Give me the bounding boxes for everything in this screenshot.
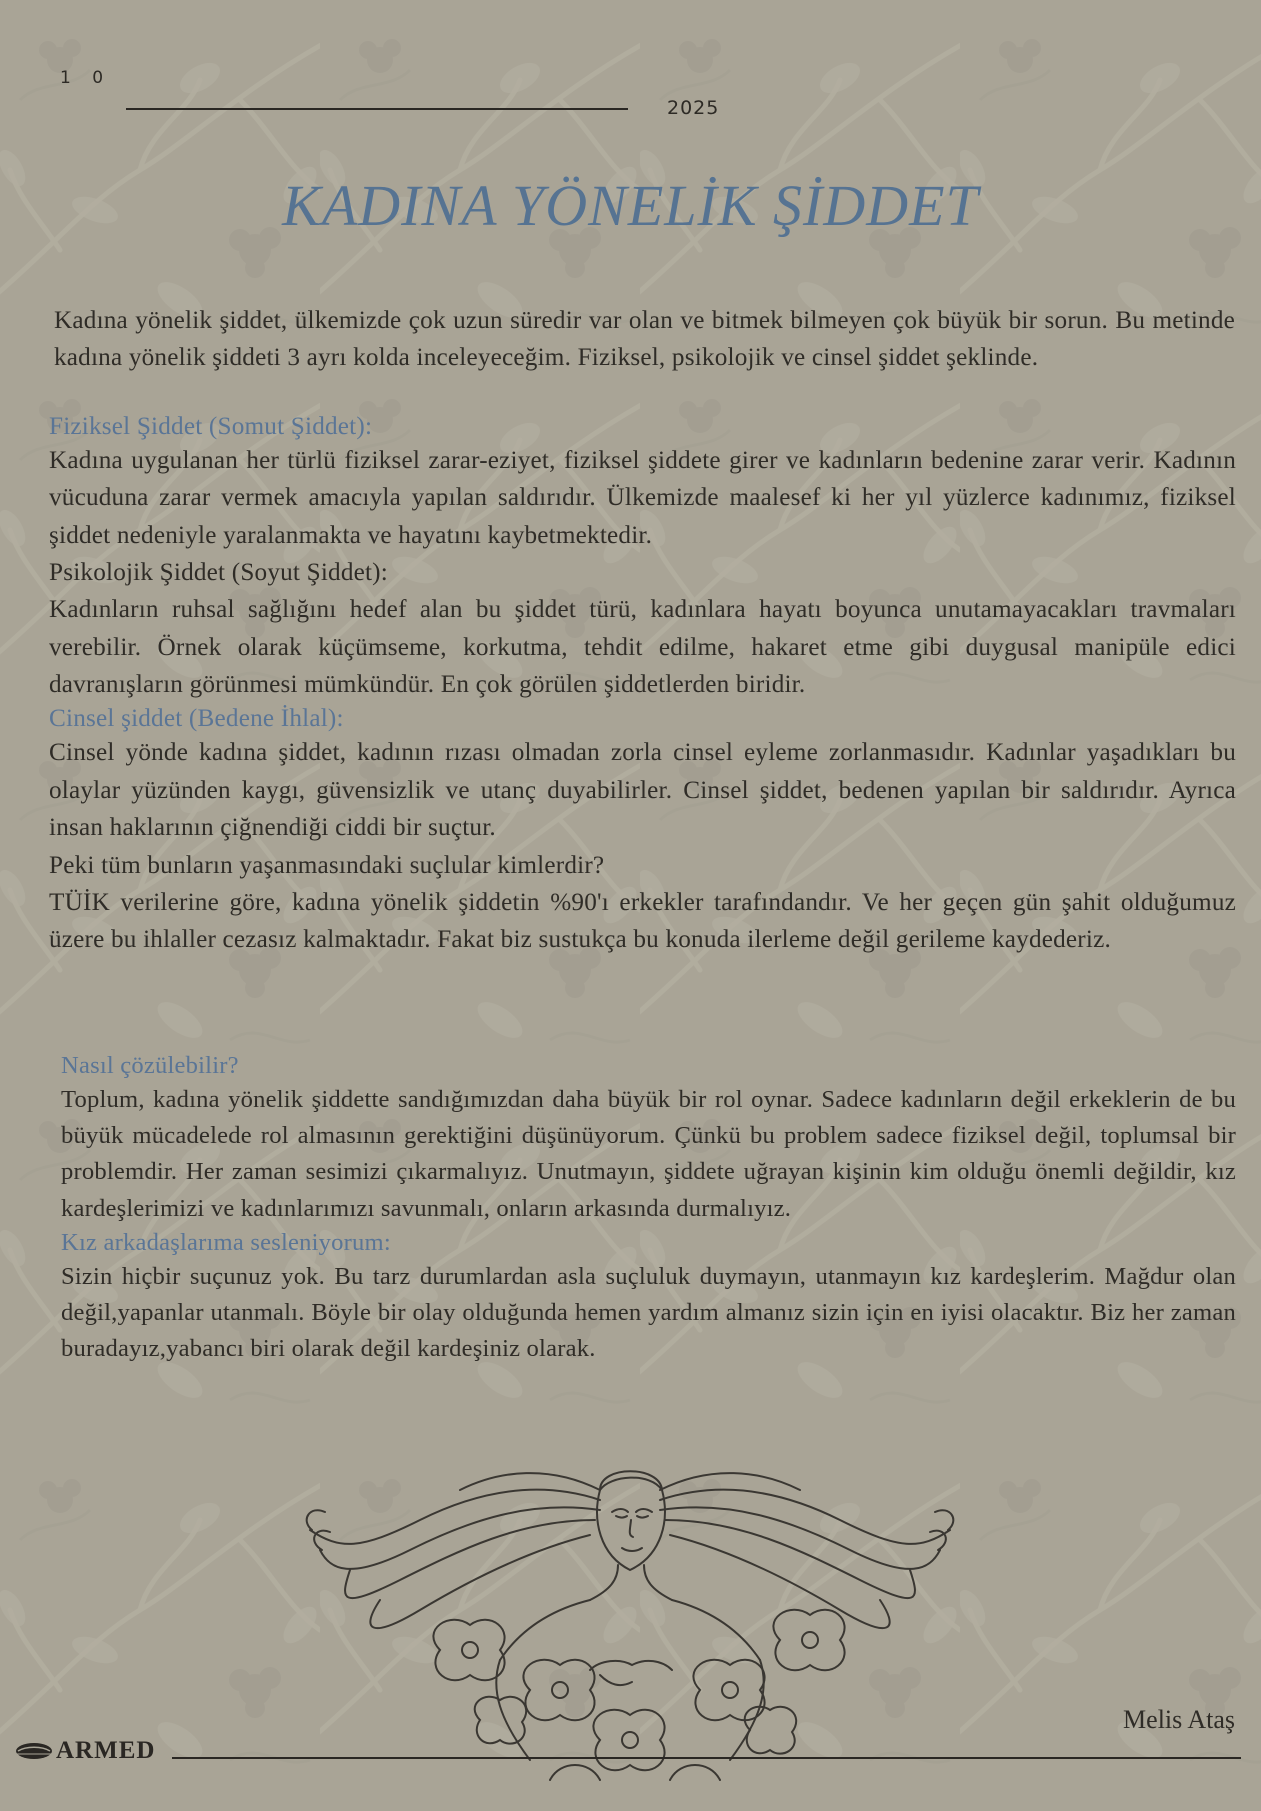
address-paragraph: Sizin hiçbir suçunuz yok. Bu tarz durumlardan asla suçluluk duymayın, utanmayın kız kardeşlerim. Mağdur olan değil,yapanlar utanmalı. Böyle bir olay olduğunda hemen yardım almanız sizin için en iyisi olacaktır. Biz her zaman buradayız,yabancı biri olarak değil kardeşiniz olarak. <box>61 1262 1236 1363</box>
logo-text: ARMED <box>56 1737 156 1764</box>
armed-logo-icon <box>14 1740 54 1762</box>
solution-heading: Nasıl çözülebilir? <box>61 1052 239 1079</box>
top-divider-line <box>126 108 628 110</box>
sexual-violence-heading: Cinsel şiddet (Bedene İhlal): <box>49 705 344 733</box>
article-title: KADINA YÖNELİK ŞİDDET <box>282 173 979 238</box>
psychological-violence-paragraph: Kadınların ruhsal sağlığını hedef alan bu şiddet türü, kadınlara hayatı boyunca unutamayacakları travmaları verebilir. Örnek olarak küçümseme, korkutma, tehdit edilme, hakaret etme gibi duygusal manipüle edici davranışların görünmesi mümkündür. En çok görülen şiddetlerden biridir. <box>49 596 1236 699</box>
physical-violence-paragraph: Kadına uygulanan her türlü fiziksel zarar-eziyet, fiziksel şiddete girer ve kadınların bedenine zarar verir. Kadının vücuduna zarar vermek amacıyla yapılan saldırıdır. Ülkemizde maalesef ki her yıl yüzlerce kadınımız, fiziksel şiddet nedeniyle yaralanmakta ve hayatını kaybetmektedir. <box>49 447 1236 549</box>
intro-block <box>54 302 1235 377</box>
page-number: 1 0 <box>60 68 112 88</box>
address-heading: Kız arkadaşlarıma sesleniyorum: <box>61 1228 391 1256</box>
intro-paragraph: Kadına yönelik şiddet, ülkemizde çok uzun süredir var olan ve bitmek bilmeyen çok büyük bir sorun. Bu metinde kadına yönelik şiddeti 3 ayrı kolda inceleyeceğim. Fiziksel, psikolojik ve cinsel şiddet şeklinde. <box>54 307 1235 372</box>
issue-year: 2025 <box>667 97 720 119</box>
author-name: Melis Ataş <box>1123 1705 1235 1734</box>
culprits-question: Peki tüm bunların yaşanmasındaki suçlular kimlerdir? <box>49 851 605 879</box>
physical-violence-heading: Fiziksel Şiddet (Somut Şiddet): <box>49 413 373 440</box>
solution-paragraph: Toplum, kadına yönelik şiddette sandığımızdan daha büyük bir rol oynar. Sadece kadınların değil erkeklerin de bu büyük mücadelede rol almasının gerektiğini düşünüyorum. Çünkü bu problem sadece fiziksel değil, toplumsal bir problemdir. Her zaman sesimizi çıkarmalıyız. Unutmayın, şiddete uğrayan kişinin kim olduğu önemli değildir, kız kardeşlerimizi ve kadınlarımızı savunmalı, onların arkasında durmalıyız. <box>61 1086 1236 1222</box>
bottom-divider-line <box>172 1757 1241 1759</box>
solution-block <box>61 1050 1236 1367</box>
sexual-violence-paragraph: Cinsel yönde kadına şiddet, kadının rızası olmadan zorla cinsel eyleme zorlanmasıdır. Kadınlar yaşadıkları bu olaylar yüzünden kaygı, güvensizlik ve utanç duyabilirler. Cinsel şiddet, bedenen yapılan bir saldırıdır. Ayrıca insan haklarının çiğnendiği ciddi bir suçtur. <box>49 739 1236 842</box>
psychological-violence-heading: Psikolojik Şiddet (Soyut Şiddet): <box>49 559 388 587</box>
armed-logo <box>14 1737 155 1765</box>
main-sections-block <box>49 411 1236 958</box>
culprits-paragraph: TÜİK verilerine göre, kadına yönelik şiddetin %90'ı erkekler tarafındandır. Ve her geçen gün şahit olduğumuz üzere bu ihlaller cezasız kalmaktadır. Fakat biz sustukça bu konuda ilerleme değil gerileme kaydederiz. <box>49 888 1236 954</box>
